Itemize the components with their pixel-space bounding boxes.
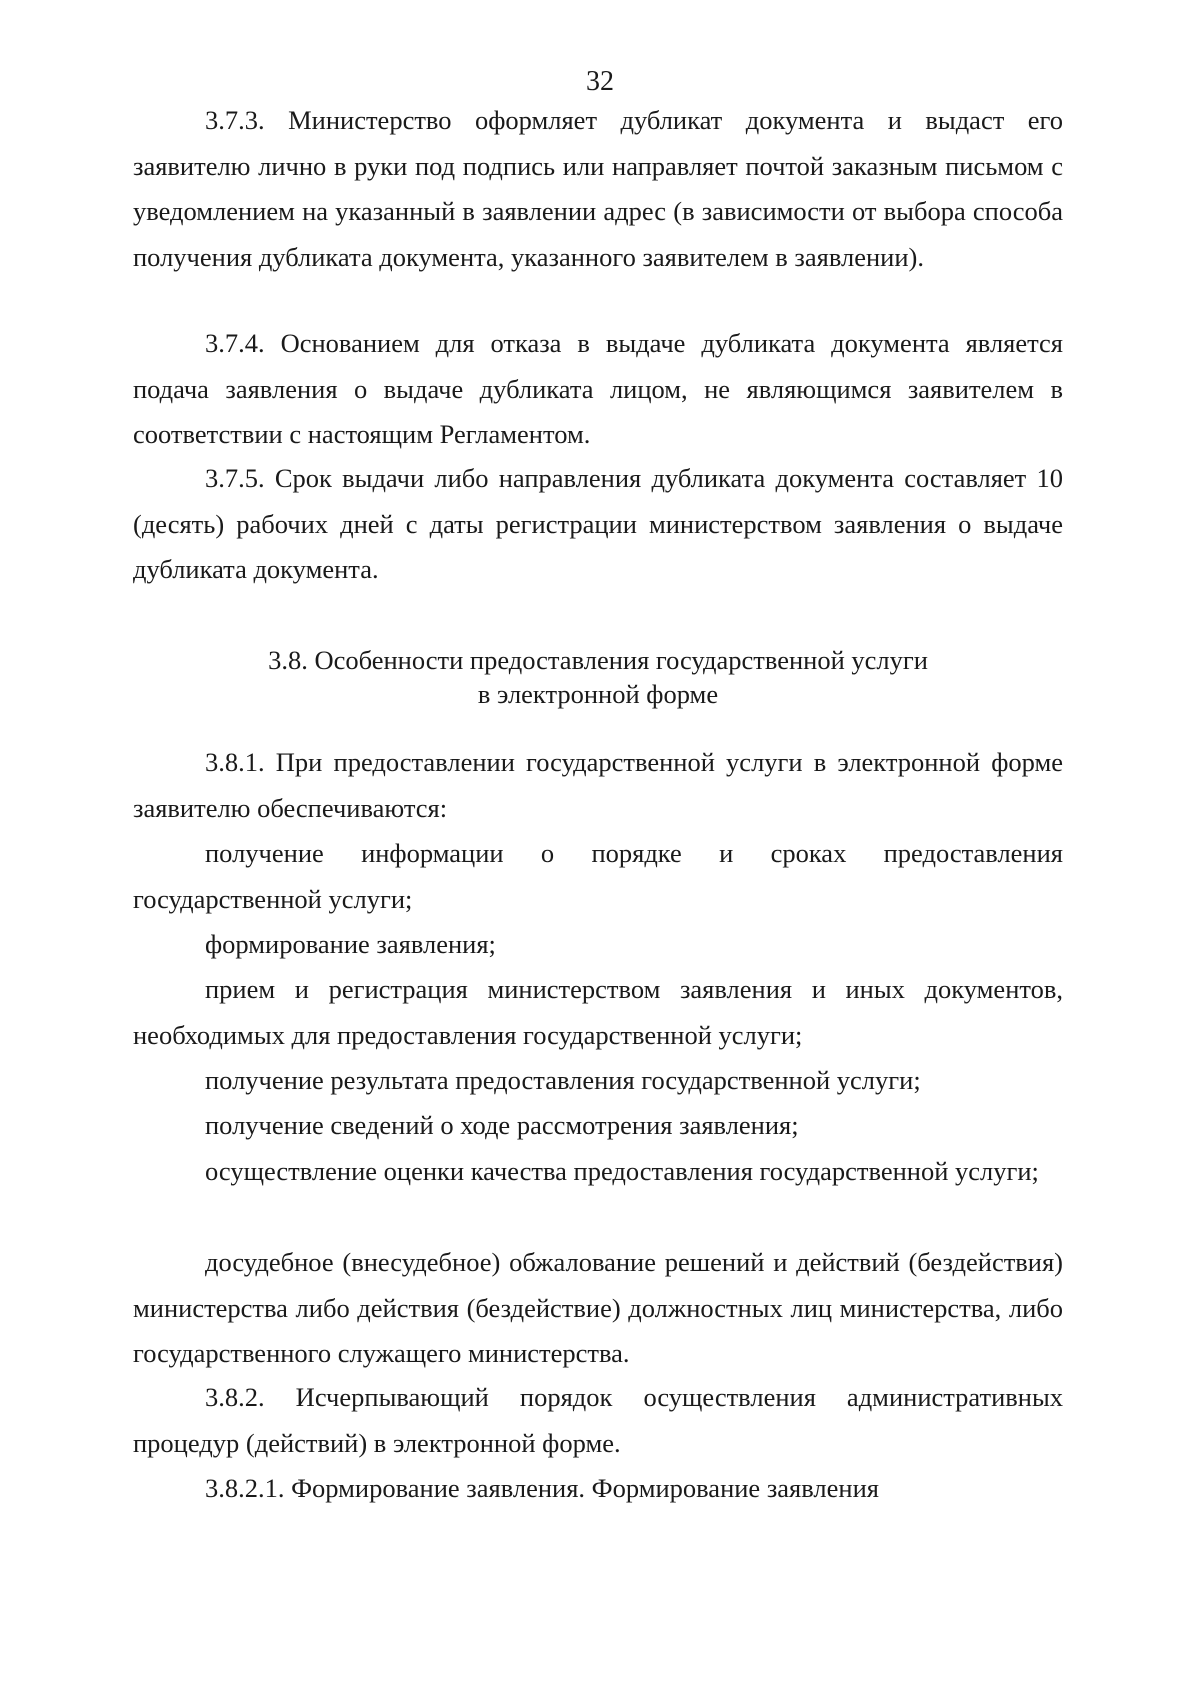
paragraph-3-7-5: 3.7.5. Срок выдачи либо направления дубликата документа составляет 10 (десять) рабочих дней с даты регистрации министерством заявления о выдаче дубликата документа. xyxy=(133,463,1063,584)
list-item-appeal: досудебное (внесудебное) обжалование решений и действий (бездействия) министерства либо действия (бездействие) должностных лиц министерства, либо государственного служащего министерства. xyxy=(133,1247,1063,1368)
list-item-reception: прием и регистрация министерством заявления и иных документов, необходимых для предоставления государственной услуги; xyxy=(133,974,1063,1050)
section-heading-line-1: 3.8. Особенности предоставления государственной услуги xyxy=(268,645,928,675)
list-item-application: формирование заявления; xyxy=(205,929,496,959)
list-item-quality: осуществление оценки качества предоставления государственной услуги; xyxy=(205,1156,1039,1186)
paragraph-3-7-3: 3.7.3. Министерство оформляет дубликат документа и выдаст его заявителю лично в руки под подпись или направляет почтой заказным письмом с уведомлением на указанный в заявлении адрес (в зависимости от выбора способа получения дубликата документа, указанного заявителем в заявлении). xyxy=(133,105,1063,272)
paragraph-3-8-2: 3.8.2. Исчерпывающий порядок осуществления административных процедур (действий) в электронной форме. xyxy=(133,1382,1063,1458)
list-item-info: получение информации о порядке и сроках предоставления государственной услуги; xyxy=(133,838,1063,914)
page-number: 32 xyxy=(586,66,614,97)
list-item-result: получение результата предоставления государственной услуги; xyxy=(205,1065,921,1095)
list-item-progress: получение сведений о ходе рассмотрения заявления; xyxy=(205,1110,799,1140)
paragraph-3-8-1: 3.8.1. При предоставлении государственной услуги в электронной форме заявителю обеспечиваются: xyxy=(133,747,1063,823)
paragraph-3-7-4: 3.7.4. Основанием для отказа в выдаче дубликата документа является подача заявления о выдаче дубликата лицом, не являющимся заявителем в соответствии с настоящим Регламентом. xyxy=(133,328,1063,449)
section-heading-line-2: в электронной форме xyxy=(477,679,719,709)
paragraph-3-8-2-1: 3.8.2.1. Формирование заявления. Формирование заявления xyxy=(205,1473,879,1503)
section-heading-3-8 xyxy=(133,643,1063,711)
